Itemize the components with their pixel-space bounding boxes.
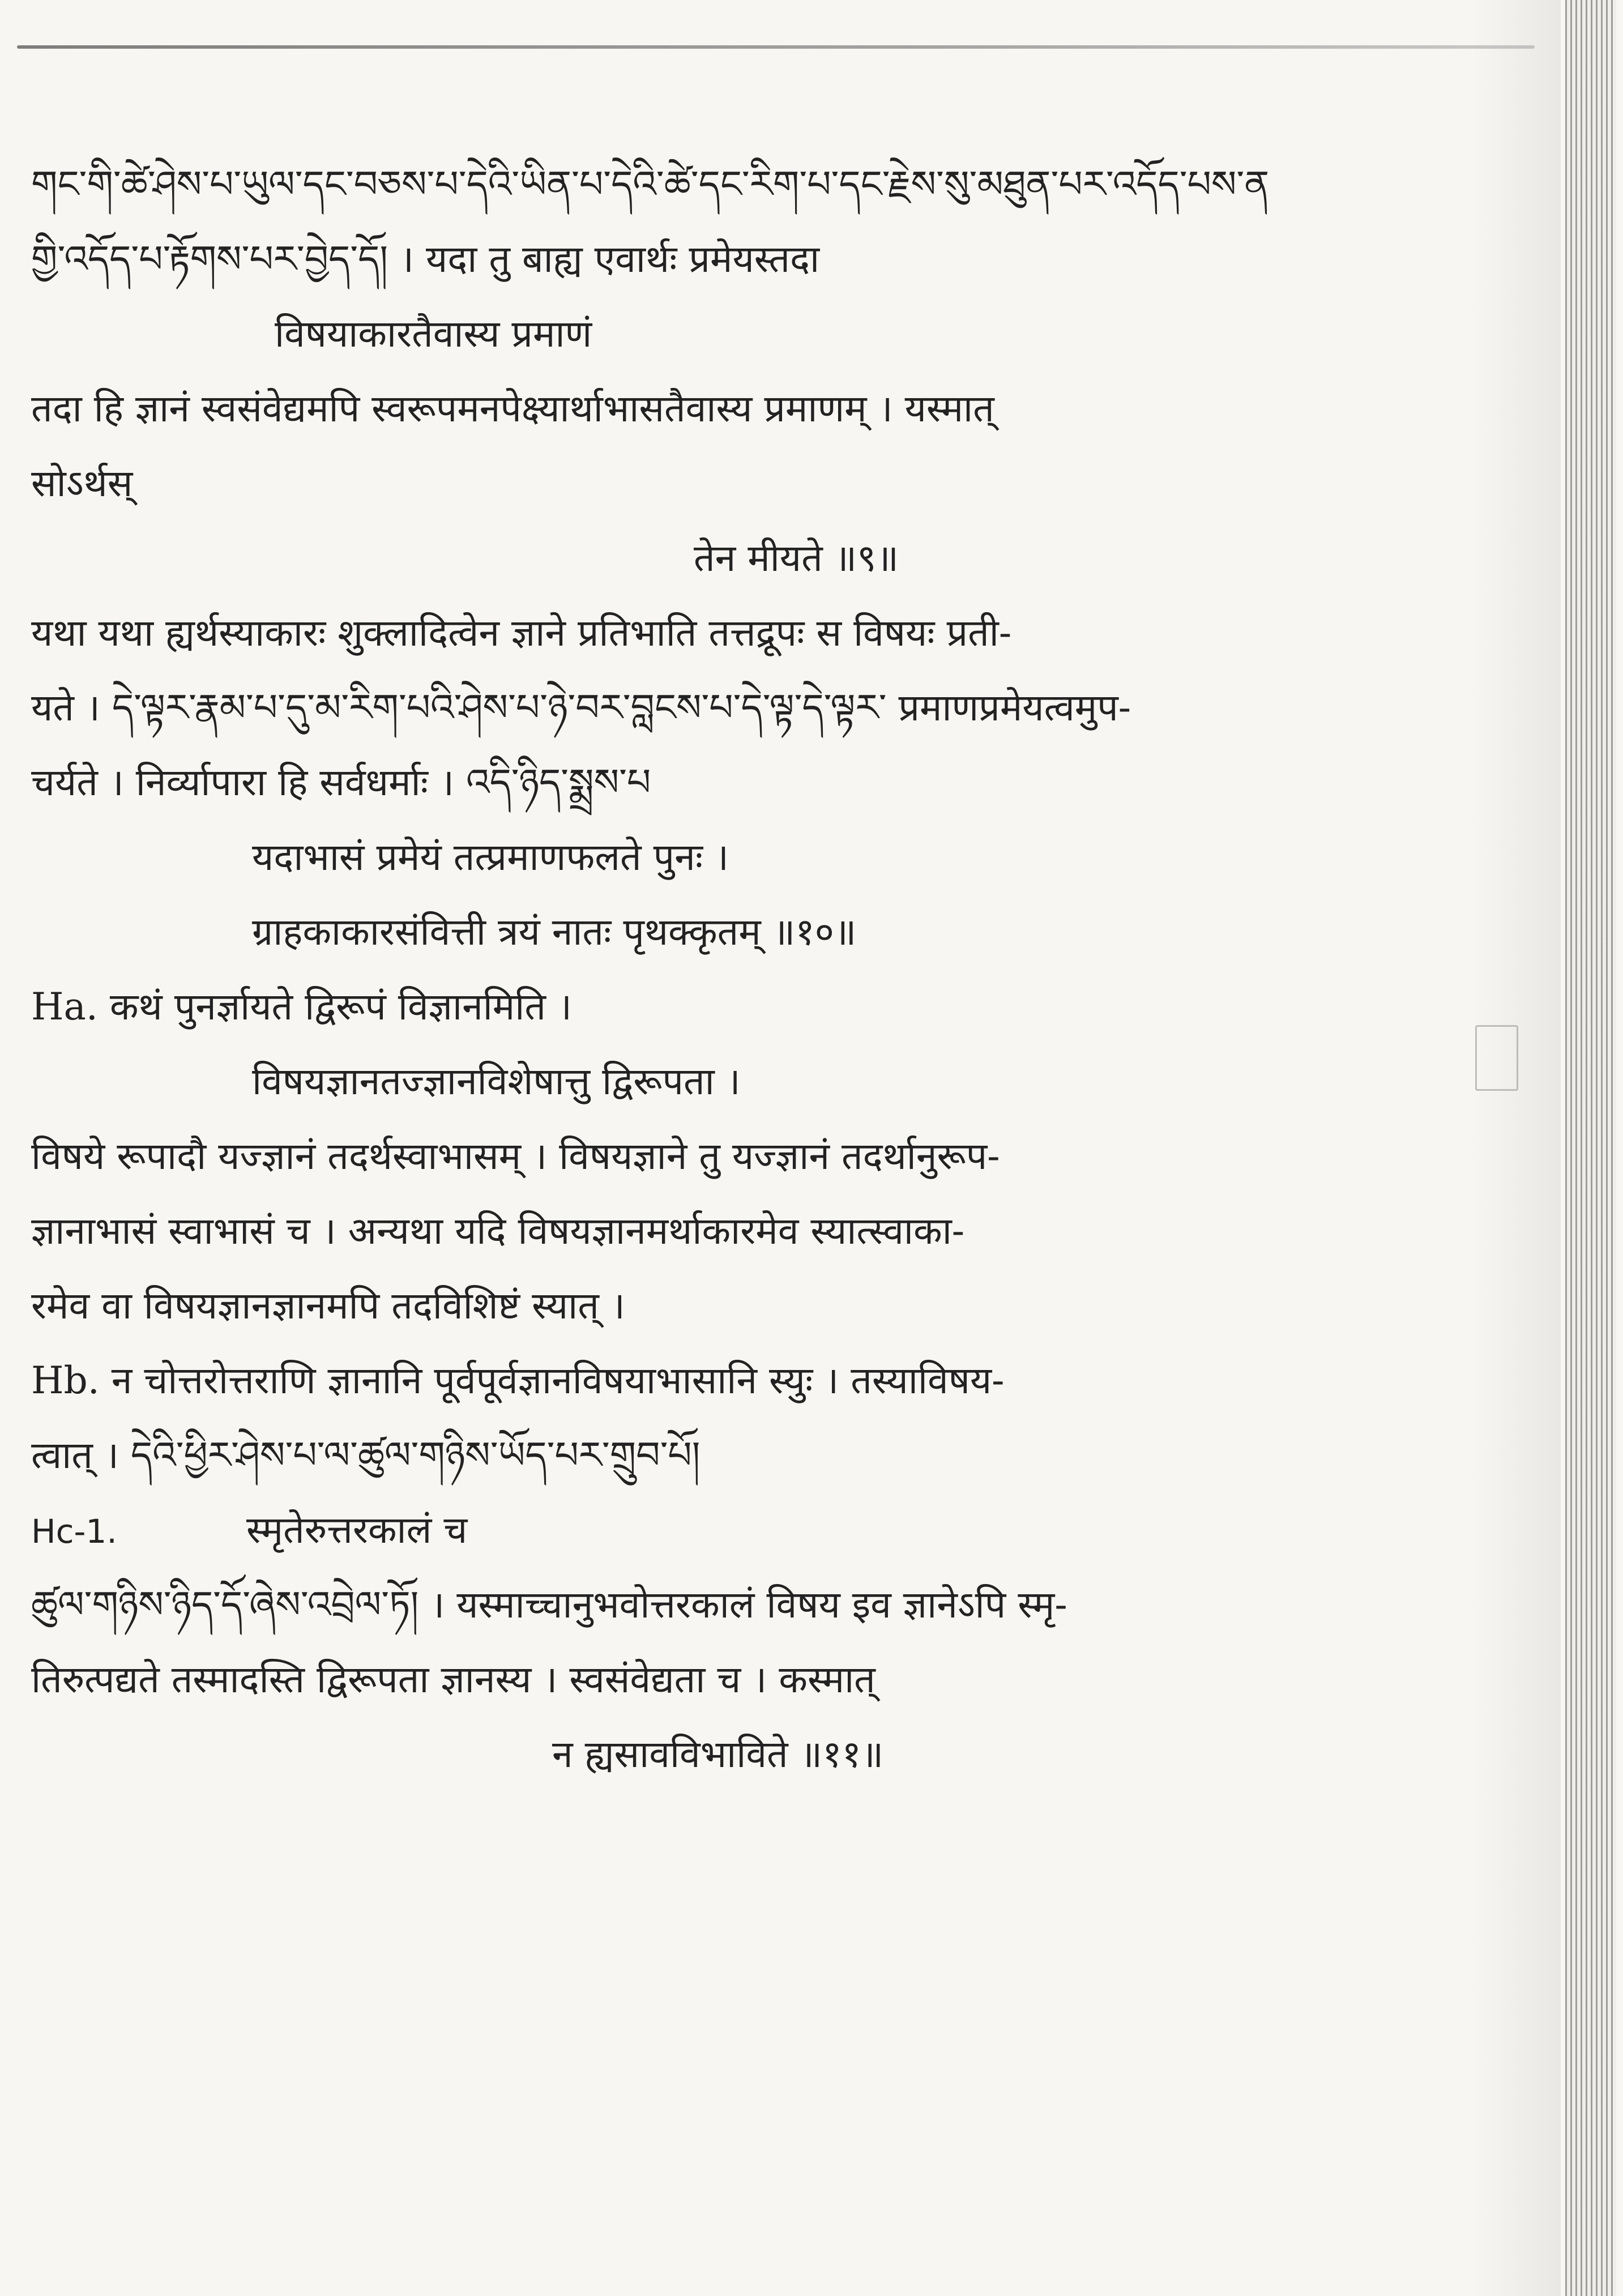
section-hc1 [31, 1493, 1458, 1568]
text-line-9: ज्ञानाभासं स्वाभासं च । अन्यथा यदि विषयज्ञानमर्थाकारमेव स्यात्स्वाका- [31, 1209, 965, 1253]
text-line-11: त्वात् । དེའི་ཕྱིར་ཤེས་པ་ལ་ཚུལ་གཉིས་ཡོད་པར་གྲུབ་པོ། [31, 1433, 701, 1477]
binding-edge [1565, 0, 1616, 2296]
text-line-10: रमेव वा विषयज्ञानज्ञानमपि तदविशिष्टं स्यात् । [31, 1284, 625, 1328]
section-label-hc1: Hc-1. [31, 1512, 117, 1551]
text-line-7: चर्यते । निर्व्यापारा हि सर्वधर्माः । འདི་ཉིད་སྨྲས་པ [31, 761, 651, 804]
text-line-13: तिरुत्पद्यते तस्मादस्ति द्विरूपता ज्ञानस्य । स्वसंवेद्यता च । कस्मात् [31, 1658, 875, 1701]
verse-line-3: यदाभासं प्रमेयं तत्प्रमाणफलते पुनः । [252, 835, 729, 879]
manuscript-text [31, 147, 1458, 1792]
binding-shadow [1470, 0, 1561, 2296]
text-line-5: यथा यथा ह्यर्थस्याकारः शुक्लादित्वेन ज्ञाने प्रतिभाति तत्तद्रूपः स विषयः प्रती- [31, 611, 1012, 655]
text-line-6: यते । དེ་ལྟར་རྣམ་པ་དུ་མ་རིག་པའི་ཤེས་པ་ཉེ་བར་བླངས་པ་དེ་ལྟ་དེ་ལྟར་ प्रमाणप्रमेयत्वमुप- [31, 686, 1131, 729]
text-line-4: सोऽर्थस् [31, 462, 133, 505]
text-line-1: གང་གི་ཚེ་ཤེས་པ་ཡུལ་དང་བཅས་པ་དེའི་ཡིན་པ་དེའི་ཚེ་དང་རིག་པ་དང་རྗེས་སུ་མཐུན་པར་འདོད་པས་ན [31, 163, 1270, 206]
text-line-12: ཚུལ་གཉིས་ཉིད་དོ་ཞེས་འབྲེལ་ཏོ། । यस्माच्चानुभवोत्तरकालं विषय इव ज्ञानेऽपि स्मृ- [31, 1583, 1067, 1627]
text-line-2: གྱི་འདོད་པ་རྟོགས་པར་བྱེད་དོ། । यदा तु बाह्य एवार्थः प्रमेयस्तदा [31, 237, 820, 281]
text-line-3: तदा हि ज्ञानं स्वसंवेद्यमपि स्वरूपमनपेक्ष्यार्थाभासतैवास्य प्रमाणम् । यस्मात् [31, 387, 994, 430]
verse-line-7: न ह्यसावविभाविते ॥११॥ [552, 1732, 884, 1776]
page-top-edge [17, 45, 1535, 49]
verse-line-6: स्मृतेरुत्तरकालं च [246, 1508, 468, 1552]
section-hb: Hb. न चोत्तरोत्तराणि ज्ञानानि पूर्वपूर्वज्ञानविषयाभासानि स्युः । तस्याविषय- [31, 1359, 1005, 1402]
text-line-8: विषये रूपादौ यज्ज्ञानं तदर्थस्वाभासम् । विषयज्ञाने तु यज्ज्ञानं तदर्थानुरूप- [31, 1134, 1000, 1178]
verse-line-2: तेन मीयते ॥९॥ [694, 536, 899, 580]
section-ha: Ha. कथं पुनर्ज्ञायते द्विरूपं विज्ञानमिति । [31, 985, 572, 1028]
verse-line-4: ग्राहकाकारसंवित्ती त्रयं नातः पृथक्कृतम् ॥१०॥ [252, 910, 857, 954]
verse-line-5: विषयज्ञानतज्ज्ञानविशेषात्तु द्विरूपता । [252, 1060, 741, 1103]
clip-mark [1475, 1025, 1518, 1091]
verse-line-1: विषयाकारतैवास्य प्रमाणं [275, 312, 592, 356]
